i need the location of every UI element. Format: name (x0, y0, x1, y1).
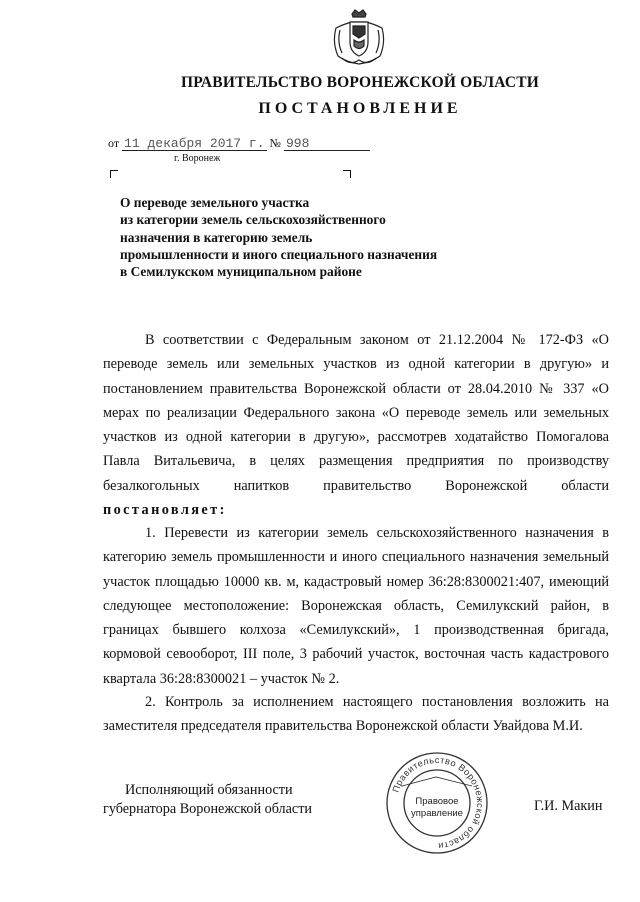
item-2-paragraph (103, 690, 609, 739)
subject-corner-left (110, 170, 118, 178)
stamp-ring-text: Правительство Воронежской области (390, 754, 486, 852)
signatory-name: Г.И. Макин (534, 798, 603, 814)
subject-line: О переводе земельного участка (120, 195, 310, 210)
document-date: 11 декабря 2017 г. (124, 136, 265, 151)
item-1-text: 1. Перевести из категории земель сельскохозяйственного назначения в категорию земель промышленности и иного специального назначения земельный участок площадью 10000 кв. м, кадастровый номер 36:28:8300021:407, имеющий следующее местоположение: Воронежская область, Семилукский район, в границах бывшего колхоза «Семилукский», 1 производственная бригада, кормовой севооборот, III поле, 3 рабочий участок, восточная часть кадастрового квартала 36:28:8300021 – участок № 2. (103, 525, 609, 687)
subject-line: из категории земель сельскохозяйственного (120, 212, 386, 228)
signatory-position (103, 781, 312, 819)
subject-line: назначения в категорию земель (120, 229, 313, 245)
preamble-text: В соответствии с Федеральным законом от 21.12.2004 № 172-ФЗ «О переводе земель или земельных участков из одной категории в другую» и постановлением правительства Воронежской области от 28.04.2010 № 337 «О мерах по реализации Федерального закона «О переводе земель или земельных участков из одной категории в другую», рассмотрев ходатайство Помогалова Павла Витальевича, в целях размещения предприятия по производству безалкогольных напитков правительство Воронежской области (103, 332, 609, 494)
subject-corner-right (343, 170, 351, 178)
organization-title: ПРАВИТЕЛЬСТВО ВОРОНЕЖСКОЙ ОБЛАСТИ (180, 74, 540, 91)
resolves-label: постановляет: (103, 502, 227, 519)
subject-line: промышленности и иного специального назначения (120, 246, 438, 262)
date-number-line (108, 136, 370, 151)
document-subject (120, 194, 540, 280)
document-type-title: ПОСТАНОВЛЕНИЕ (258, 100, 462, 117)
stamp-center-line-1: Правовое (415, 796, 459, 807)
item-1-paragraph (103, 521, 609, 691)
item-2-text: 2. Контроль за исполнением настоящего постановления возложить на заместителя председателя правительства Воронежской области Увайдова М.И. (103, 694, 609, 735)
voronezh-coat-of-arms-icon (328, 8, 390, 68)
city-label: г. Воронеж (174, 153, 221, 164)
position-line-2: губернатора Воронежской области (103, 801, 313, 817)
subject-line: в Семилукском муниципальном районе (120, 264, 362, 280)
position-line-1: Исполняющий обязанности (125, 782, 293, 798)
document-number: 998 (284, 137, 370, 151)
number-label: № (269, 136, 281, 150)
stamp-center-line-2: управление (411, 808, 463, 819)
preamble-paragraph (103, 328, 609, 522)
from-label: от (108, 136, 120, 150)
official-stamp (384, 750, 490, 856)
